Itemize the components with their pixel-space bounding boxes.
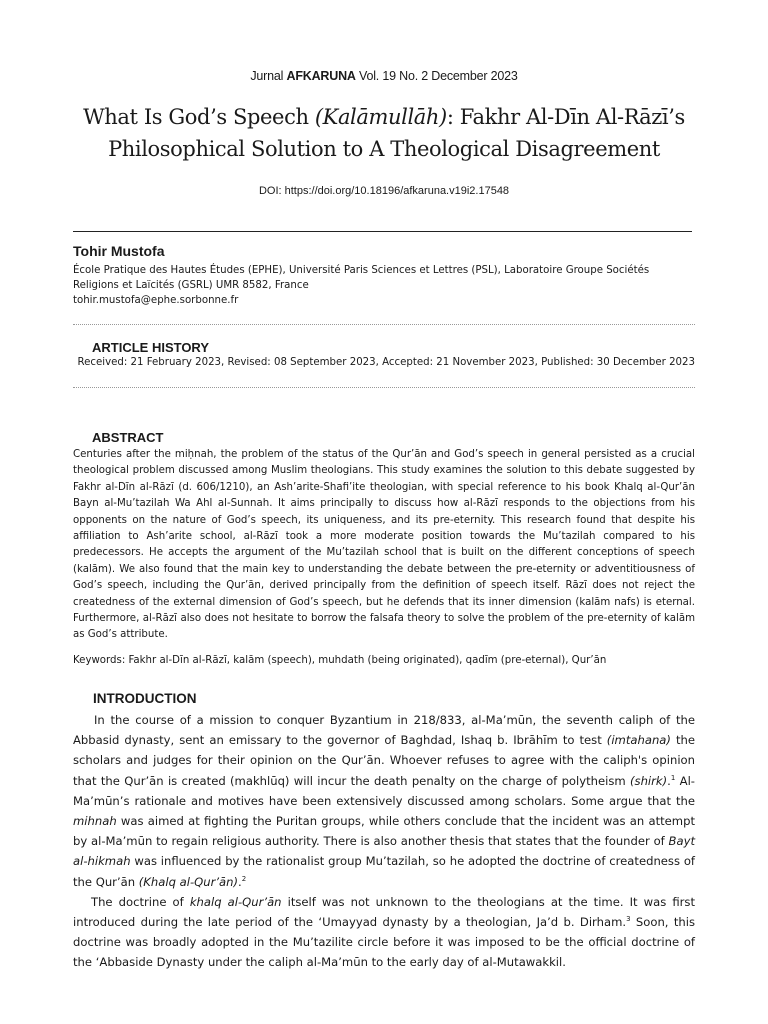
article-title bbox=[40, 101, 728, 165]
separator-dotted bbox=[73, 387, 695, 388]
author-affiliation bbox=[73, 263, 695, 308]
text-run: Al-Ma’mūn’s rationale and motives have been extensively discussed among scholars. Some argue that the bbox=[73, 773, 695, 808]
paragraph-2 bbox=[73, 892, 695, 973]
history-dates: Received: 21 February 2023, Revised: 08 September 2023, Accepted: 21 November 2023, Published: 30 December 2023 bbox=[77, 357, 695, 368]
italic-term: (imtahana) bbox=[606, 733, 671, 748]
italic-term: (shirk) bbox=[630, 773, 668, 788]
italic-term: (Khalq al-Qur’ān) bbox=[138, 874, 239, 889]
footnote-ref[interactable]: 1 bbox=[670, 773, 676, 782]
title-part2: : Fakhr Al-Dīn Al-Rāzī’s bbox=[446, 105, 685, 129]
title-part1: What Is God’s Speech bbox=[83, 105, 315, 129]
text-run: the scholars and judges for their opinion on the Qur’ān. Whoever refuses to agree with the caliph's opinion that the Qur’ān is created (makhlūq) will incur the death penalty on the charge of polytheism bbox=[73, 733, 695, 788]
text-run: was aimed at fighting the Puritan groups, while others conclude that the incident was an attempt by al-Ma’mūn to regain religious authority. There is also another thesis that states that the founder of bbox=[73, 814, 695, 849]
doi-link[interactable]: DOI: https://doi.org/10.18196/afkaruna.v19i2.17548 bbox=[258, 185, 510, 197]
history-heading: ARTICLE HISTORY bbox=[92, 340, 210, 355]
text-run: Soon, this doctrine was broadly adopted in the Mu’tazilite circle before it was imposed to be the official doctrine of the ‘Abbaside Dynasty under the caliph al-Ma’mūn to the early day of al-Mutawakkil. bbox=[73, 915, 695, 970]
header-rule bbox=[73, 231, 692, 232]
italic-term: Bayt al-hikmah bbox=[73, 834, 695, 869]
text-run: . bbox=[667, 773, 671, 788]
keywords: Keywords: Fakhr al-Dīn al-Rāzī, kalām (speech), muhdath (being originated), qadīm (pre-eternal), Qur’ān bbox=[73, 655, 607, 666]
footnote-ref[interactable]: 3 bbox=[626, 915, 631, 924]
author-email[interactable]: tohir.mustofa@ephe.sorbonne.fr bbox=[73, 295, 239, 306]
title-line2: Philosophical Solution to A Theological Disagreement bbox=[108, 137, 660, 161]
text-run: . bbox=[238, 874, 242, 889]
author-name: Tohir Mustofa bbox=[73, 243, 165, 259]
text-run: itself was not unknown to the theologians at the time. It was first introduced during the late period of the ‘Umayyad dynasty by a theologian, Ja’d b. Dirham. bbox=[73, 894, 695, 930]
footnote-ref[interactable]: 2 bbox=[241, 874, 247, 883]
paragraph-1 bbox=[73, 710, 695, 892]
journal-name: AFKARUNA bbox=[286, 69, 356, 83]
journal-issue: Vol. 19 No. 2 December 2023 bbox=[359, 69, 518, 83]
italic-term: khalq al-Qur’ān bbox=[189, 894, 282, 909]
journal-header bbox=[0, 69, 768, 83]
affiliation-line2: Religions et Laïcités (GSRL) UMR 8582, France bbox=[73, 280, 309, 291]
italic-term: mihnah bbox=[73, 814, 117, 829]
affiliation-line1: École Pratique des Hautes Études (EPHE), Université Paris Sciences et Lettres (PSL), Laboratoire Groupe Sociétés bbox=[73, 265, 650, 276]
text-run: In the course of a mission to conquer Byzantium in 218/833, al-Ma’mūn, the seventh caliph of the Abbasid dynasty, sent an emissary to the governor of Baghdad, Ishaq b. Ibrāhīm to test bbox=[73, 713, 695, 748]
abstract-text: Centuries after the miḥnah, the problem of the status of the Qur’ān and God’s speech in general persisted as a crucial theological problem discussed among Muslim theologians. This study examines the solution to this debate suggested by Fakhr al-Dīn al-Rāzī (d. 606/1210), an Ash’arite-Shafi’ite theologian, with special reference to his book Khalq al-Qur’ān Bayn al-Mu’tazilah Wa Ahl al-Sunnah. It aims principally to discuss how al-Rāzī responds to the objections from his opponents on the nature of God’s speech, its uniqueness, and its pre-eternity. This research found that despite his affiliation to Ash’arite school, al-Rāzī took a more moderate position towards the Mu’tazilah compared to his predecessors. He accepts the argument of the Mu’tazilah school that is built on the different conceptions of speech (kalām). We also found that the main key to understanding the debate between the pre-eternity or adventitiousness of God’s speech, including the Qur’ān, derived principally from the definition of speech itself. Rāzī does not reject the createdness of the external dimension of God’s speech, but he defends that its inner dimension (kalām nafs) is eternal. Furthermore, al-Rāzī also does not hesitate to borrow the falsafa theory to solve the problem of the pre-eternity of kalām as God’s attribute. bbox=[73, 449, 695, 641]
introduction-body bbox=[73, 710, 695, 973]
introduction-heading: INTRODUCTION bbox=[93, 691, 197, 706]
title-italic: (Kalāmullāh) bbox=[314, 105, 447, 129]
separator-dotted bbox=[73, 324, 695, 325]
journal-prefix: Jurnal bbox=[250, 69, 284, 83]
abstract-heading: ABSTRACT bbox=[92, 430, 164, 445]
text-run: was influenced by the rationalist group Mu’tazilah, so he adopted the doctrine of createdness of the Qur’ān bbox=[73, 854, 695, 889]
text-run: The doctrine of bbox=[91, 894, 190, 909]
